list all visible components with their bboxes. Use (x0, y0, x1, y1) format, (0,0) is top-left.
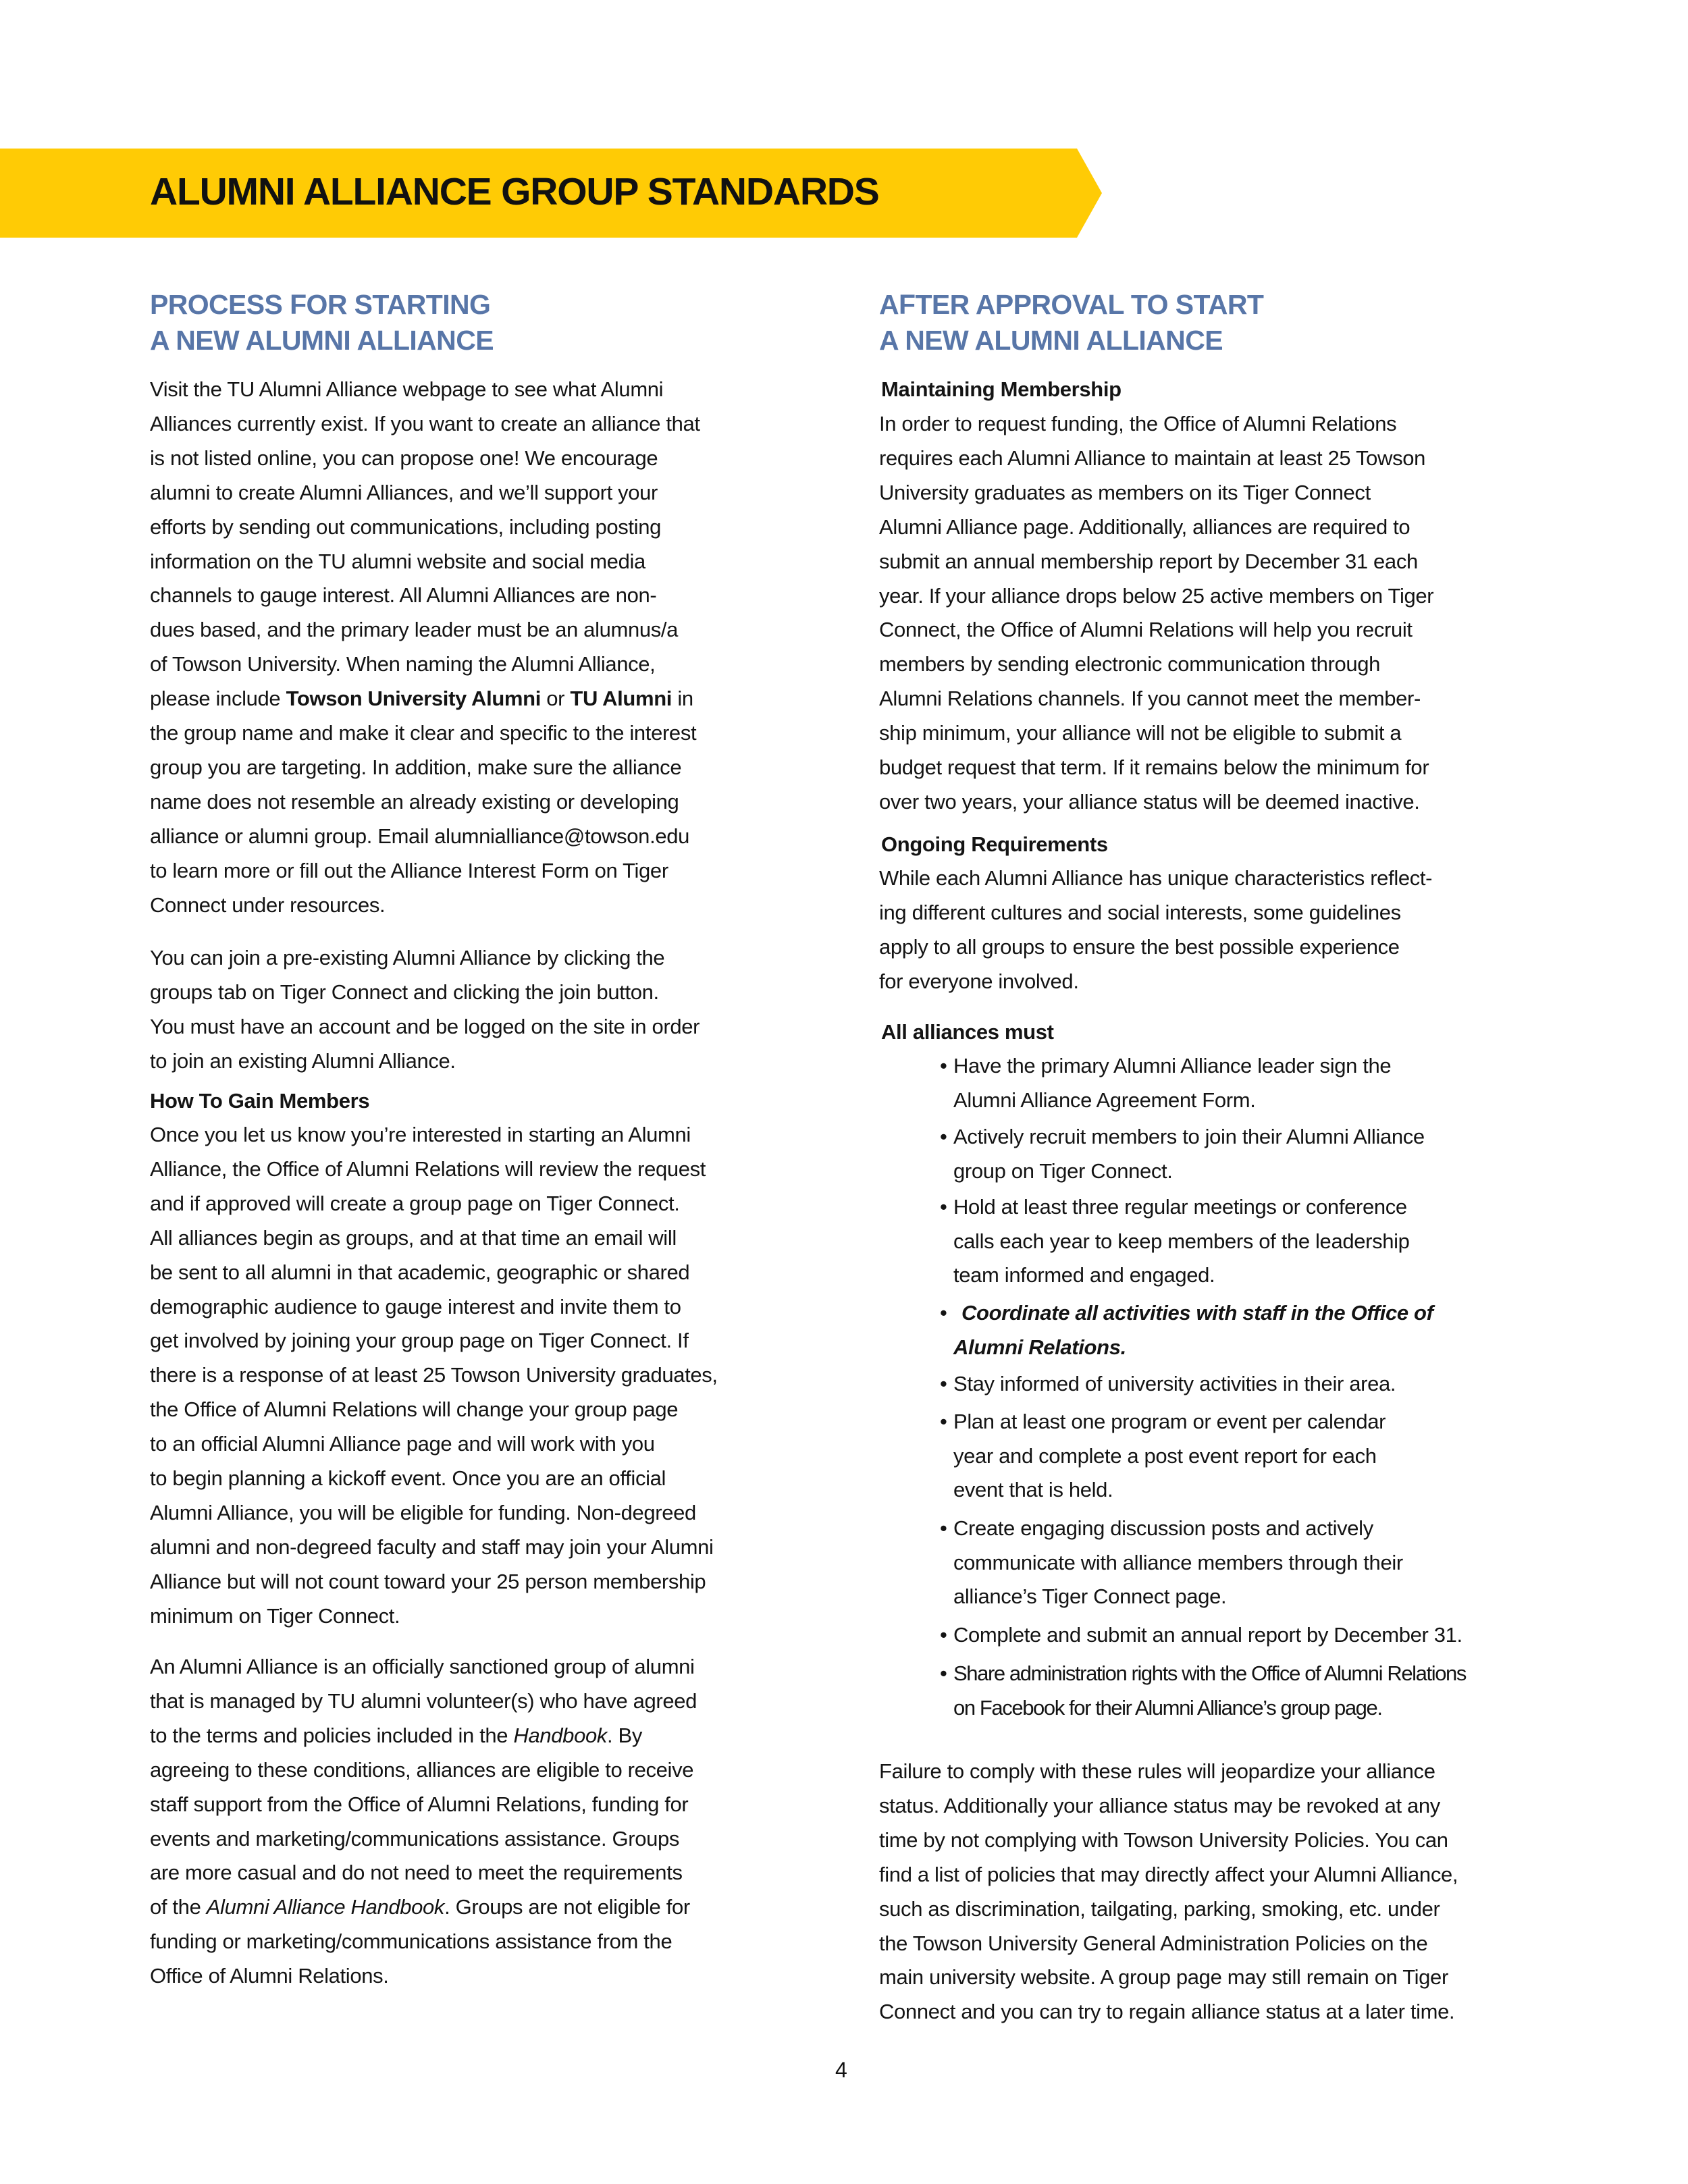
text-line: An Alumni Alliance is an officially sanctioned group of alumni (150, 1655, 695, 1678)
text-span: . By (607, 1723, 643, 1747)
text-span: of the (150, 1895, 207, 1919)
text-line: Connect, the Office of Alumni Relations will help you recruit (879, 618, 1413, 642)
bullet-text-line: Actively recruit members to join their Alumni Alliance (953, 1125, 1425, 1148)
bullet-text-line: Plan at least one program or event per calendar (953, 1410, 1386, 1433)
text-line: get involved by joining your group page on Tiger Connect. If (150, 1329, 689, 1353)
text-line: and if approved will create a group page on Tiger Connect. (150, 1191, 680, 1215)
bullet-text-line: Have the primary Alumni Alliance leader sign the (953, 1054, 1392, 1077)
bullet-icon: • (940, 1195, 947, 1219)
text-line: Connect under resources. (150, 893, 386, 917)
text-line: alliance or alumni group. Email alumnialliance@towson.edu (150, 824, 690, 848)
text-line: such as discrimination, tailgating, parking, smoking, etc. under (879, 1896, 1440, 1921)
bullet-text-line: Hold at least three regular meetings or conference (953, 1195, 1407, 1219)
text-line: alumni to create Alumni Alliances, and we’ll support your (150, 480, 658, 504)
text-line: Alumni Alliance page. Additionally, alliances are required to (879, 514, 1410, 539)
text-line: status. Additionally your alliance status may be revoked at any (879, 1793, 1440, 1817)
page-number: 4 (835, 2058, 847, 2082)
text-line: staff support from the Office of Alumni Relations, funding for (150, 1792, 689, 1816)
bullet-text-line: Alumni Relations. (953, 1335, 1126, 1359)
bullet-icon: • (940, 1301, 947, 1325)
text-span: in (672, 687, 693, 711)
text-line: to learn more or fill out the Alliance Interest Form on Tiger (150, 858, 668, 882)
bold-text: TU Alumni (570, 687, 672, 711)
right-section-heading-line-2: A NEW ALUMNI ALLIANCE (879, 325, 1223, 356)
text-line: requires each Alumni Alliance to maintain at least 25 Towson (879, 446, 1426, 470)
text-line: time by not complying with Towson University Policies. You can (879, 1828, 1448, 1852)
text-line: All alliances begin as groups, and at that time an email will (150, 1225, 677, 1250)
all-alliances-must-title: All alliances must (881, 1020, 1054, 1044)
text-line: that is managed by TU alumni volunteer(s) who have agreed (150, 1688, 697, 1713)
bullet-text-line: communicate with alliance members through their (953, 1550, 1403, 1574)
text-line: You can join a pre-existing Alumni Alliance by clicking the (150, 946, 665, 969)
text-line: the group name and make it clear and specific to the interest (150, 721, 697, 745)
bullet-icon: • (940, 1125, 947, 1148)
text-line: main university website. A group page may still remain on Tiger (879, 1965, 1448, 1990)
text-line: You must have an account and be logged on the site in order (150, 1014, 700, 1038)
text-span: . Groups are not eligible for (444, 1895, 690, 1919)
bullet-text-line: team informed and engaged. (953, 1263, 1215, 1287)
bullet-text-line: Share administration rights with the Office of Alumni Relations (953, 1661, 1466, 1685)
text-line: University graduates as members on its Tiger Connect (879, 480, 1371, 504)
italic-text: Handbook (513, 1723, 608, 1747)
text-line (150, 688, 693, 709)
text-line: to begin planning a kickoff event. Once you are an official (150, 1466, 666, 1490)
bullet-text-line: Coordinate all activities with staff in the Office of (961, 1301, 1433, 1325)
text-line: group you are targeting. In addition, make sure the alliance (150, 755, 682, 779)
bullet-icon: • (940, 1410, 947, 1433)
text-line: groups tab on Tiger Connect and clicking the join button. (150, 980, 659, 1004)
right-section-heading-line-1: AFTER APPROVAL TO START (879, 289, 1264, 320)
text-line: there is a response of at least 25 Towson University graduates, (150, 1363, 718, 1387)
how-to-gain-members-title: How To Gain Members (150, 1089, 370, 1113)
text-line: dues based, and the primary leader must be an alumnus/a (150, 618, 679, 642)
bullet-text-line: Complete and submit an annual report by December 31. (953, 1623, 1462, 1647)
bullet-text-line: alliance’s Tiger Connect page. (953, 1584, 1227, 1608)
text-line: Alumni Alliance, you will be eligible for funding. Non-degreed (150, 1500, 696, 1524)
bold-text: Towson University Alumni (286, 687, 541, 711)
bullet-text-line: Create engaging discussion posts and actively (953, 1516, 1373, 1540)
text-line: Visit the TU Alumni Alliance webpage to see what Alumni (150, 377, 664, 401)
text-line: alumni and non-degreed faculty and staff may join your Alumni (150, 1535, 714, 1559)
bullet-icon: • (940, 1661, 947, 1685)
text-span: please include (150, 687, 286, 711)
bullet-text-line: group on Tiger Connect. (953, 1158, 1173, 1183)
italic-text: Alumni Alliance Handbook (206, 1895, 445, 1919)
text-line: ing different cultures and social interests, some guidelines (879, 900, 1401, 924)
bullet-text-line: Alumni Alliance Agreement Form. (953, 1088, 1256, 1112)
text-line: Once you let us know you’re interested in starting an Alumni (150, 1123, 691, 1146)
text-line: the Towson University General Administration Policies on the (879, 1931, 1428, 1955)
text-line: apply to all groups to ensure the best possible experience (879, 934, 1400, 959)
text-line: Office of Alumni Relations. (150, 1964, 389, 1988)
text-span: to the terms and policies included in the (150, 1723, 514, 1747)
text-span: or (541, 687, 571, 711)
text-line: over two years, your alliance status will be deemed inactive. (879, 789, 1420, 814)
bullet-icon: • (940, 1516, 947, 1540)
text-line: events and marketing/communications assistance. Groups (150, 1826, 680, 1850)
bullet-text-line: year and complete a post event report for each (953, 1443, 1377, 1468)
maintaining-membership-title: Maintaining Membership (881, 377, 1122, 401)
text-line: ship minimum, your alliance will not be eligible to submit a (879, 721, 1402, 745)
left-section-heading-line-1: PROCESS FOR STARTING (150, 289, 491, 320)
text-line: are more casual and do not need to meet the requirements (150, 1861, 683, 1885)
text-line: to an official Alumni Alliance page and will work with you (150, 1432, 655, 1456)
text-line: for everyone involved. (879, 969, 1079, 993)
bullet-icon: • (940, 1372, 947, 1395)
bullet-text-line: calls each year to keep members of the leadership (953, 1229, 1410, 1253)
text-line (150, 1725, 642, 1746)
text-line: funding or marketing/communications assistance from the (150, 1929, 672, 1954)
text-line: efforts by sending out communications, including posting (150, 514, 662, 539)
text-line: While each Alumni Alliance has unique characteristics reflect- (879, 866, 1433, 890)
bullet-text-line: Stay informed of university activities in their area. (953, 1372, 1396, 1395)
text-line: submit an annual membership report by December 31 each (879, 549, 1418, 573)
ongoing-requirements-title: Ongoing Requirements (881, 832, 1108, 856)
text-line: of Towson University. When naming the Alumni Alliance, (150, 652, 656, 676)
text-line: be sent to all alumni in that academic, geographic or shared (150, 1260, 690, 1284)
text-line: channels to gauge interest. All Alumni Alliances are non- (150, 583, 657, 608)
text-line: year. If your alliance drops below 25 active members on Tiger (879, 583, 1434, 608)
text-line: Failure to comply with these rules will jeopardize your alliance (879, 1759, 1435, 1783)
text-line: Alliances currently exist. If you want to create an alliance that (150, 411, 700, 435)
text-line: is not listed online, you can propose one! We encourage (150, 446, 658, 470)
text-line: In order to request funding, the Office of Alumni Relations (879, 412, 1397, 435)
text-line: the Office of Alumni Relations will change your group page (150, 1397, 679, 1422)
text-line: minimum on Tiger Connect. (150, 1603, 400, 1628)
text-line: agreeing to these conditions, alliances are eligible to receive (150, 1757, 694, 1782)
text-line: find a list of policies that may directly affect your Alumni Alliance, (879, 1862, 1458, 1886)
text-line: budget request that term. If it remains below the minimum for (879, 755, 1429, 779)
text-line: Connect and you can try to regain alliance status at a later time. (879, 2000, 1455, 2024)
bullet-icon: • (940, 1054, 947, 1077)
text-line: Alumni Relations channels. If you cannot meet the member- (879, 687, 1421, 711)
page-title: ALUMNI ALLIANCE GROUP STANDARDS (150, 170, 879, 213)
text-line: members by sending electronic communication through (879, 652, 1381, 676)
text-line: Alliance but will not count toward your 25 person membership (150, 1569, 706, 1593)
bullet-icon: • (940, 1623, 947, 1647)
text-line: Alliance, the Office of Alumni Relations will review the request (150, 1156, 706, 1181)
text-line: demographic audience to gauge interest and invite them to (150, 1294, 681, 1319)
bullet-text-line: on Facebook for their Alumni Alliance’s group page. (953, 1695, 1382, 1720)
left-section-heading-line-2: A NEW ALUMNI ALLIANCE (150, 325, 494, 356)
text-line: to join an existing Alumni Alliance. (150, 1048, 456, 1073)
text-line: name does not resemble an already existing or developing (150, 789, 679, 814)
text-line (150, 1896, 690, 1917)
text-line: information on the TU alumni website and social media (150, 549, 645, 573)
bullet-text-line: event that is held. (953, 1478, 1113, 1501)
